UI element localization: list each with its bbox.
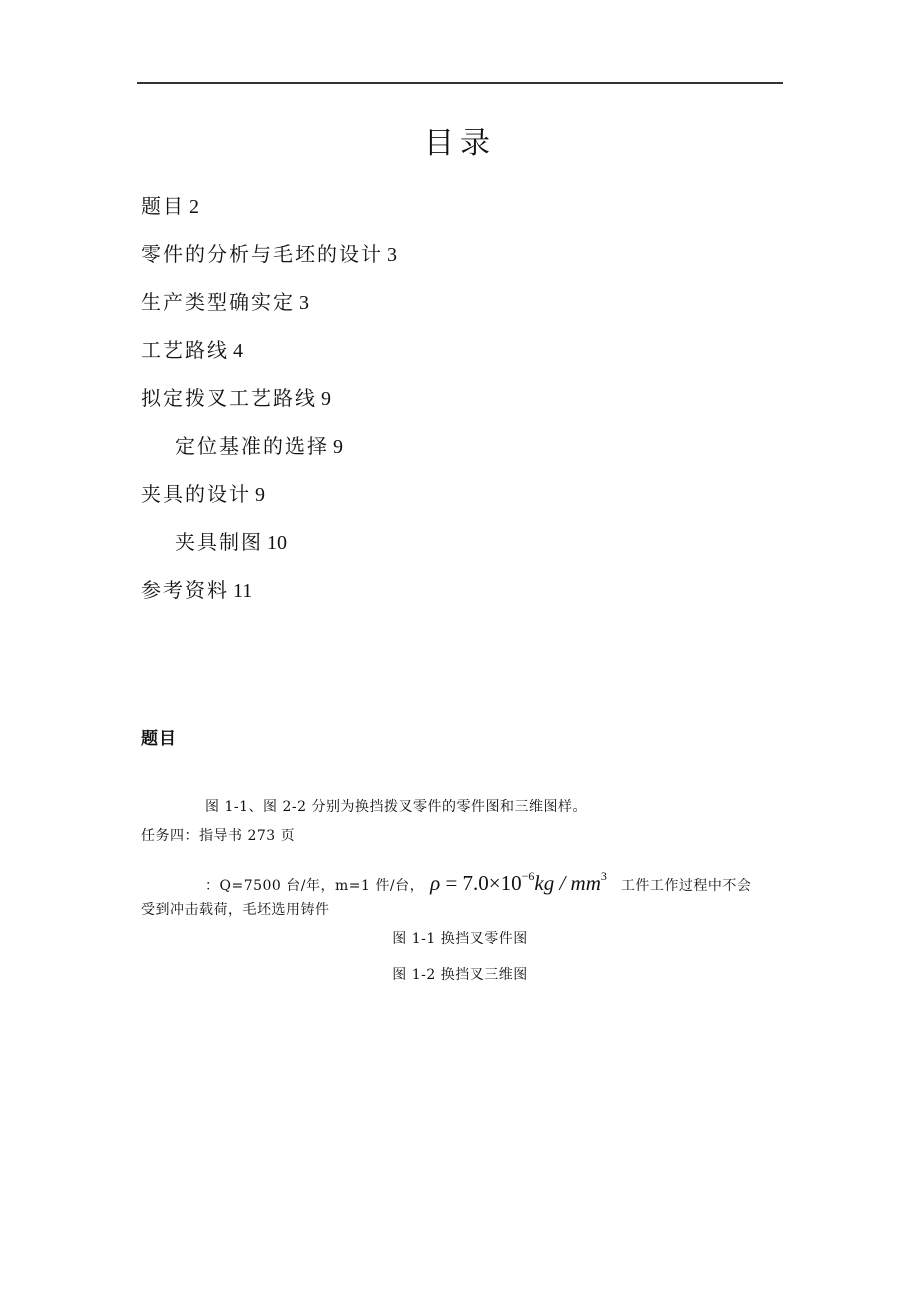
toc-entry-label: 零件的分析与毛坯的设计 xyxy=(141,242,383,266)
toc-entry-page: 9 xyxy=(255,484,265,506)
toc-entry-label: 工艺路线 xyxy=(141,338,229,362)
toc-title: 目录 xyxy=(424,126,496,161)
toc-entry-page: 3 xyxy=(299,292,309,314)
intro-paragraph: 图 1-1、图 2-2 分别为换挡拨叉零件的零件图和三维图样。 xyxy=(205,799,587,815)
toc-entry-label: 拟定拨叉工艺路线 xyxy=(141,386,317,410)
toc-entry-page: 4 xyxy=(233,340,243,362)
toc-entry-label: 夹具制图 xyxy=(175,530,263,554)
toc-entry-page: 11 xyxy=(233,580,253,602)
toc-entry-label: 生产类型确实定 xyxy=(141,290,295,314)
figure-caption-2: 图 1-2 换挡叉三维图 xyxy=(392,967,528,983)
toc-entry-page: 3 xyxy=(387,244,397,266)
toc-entry-production-type[interactable] xyxy=(141,288,309,317)
toc-entry-label: 题目 xyxy=(141,194,185,218)
task-paragraph: 任务四：指导书 273 页 xyxy=(141,828,296,844)
toc-entry-label: 参考资料 xyxy=(141,578,229,602)
spec-paragraph-line2: 受到冲击载荷，毛坯选用铸件 xyxy=(141,902,330,918)
formula-exponent: −6 xyxy=(521,869,535,883)
spec-paragraph xyxy=(205,866,751,896)
toc-entry-references[interactable] xyxy=(141,576,252,605)
density-formula xyxy=(430,871,607,895)
toc-entry-topic[interactable] xyxy=(141,192,199,221)
toc-entry-fixture-design[interactable] xyxy=(141,480,265,509)
rho-symbol: ρ xyxy=(430,871,441,895)
section-heading: 题目 xyxy=(141,729,177,749)
figure-caption-1: 图 1-1 换挡叉零件图 xyxy=(392,931,528,947)
toc-entry-part-analysis[interactable] xyxy=(141,240,397,269)
toc-entry-datum-selection[interactable] xyxy=(175,432,343,461)
toc-entry-label: 定位基准的选择 xyxy=(175,434,329,458)
toc-entry-page: 9 xyxy=(333,436,343,458)
formula-unit-exponent: 3 xyxy=(600,869,607,883)
toc-entry-fork-process-route[interactable] xyxy=(141,384,331,413)
toc-entry-fixture-drawing[interactable] xyxy=(175,528,287,557)
header-rule xyxy=(137,82,783,84)
toc-entry-process-route[interactable] xyxy=(141,336,243,365)
toc-entry-label: 夹具的设计 xyxy=(141,482,251,506)
spec-suffix: 工件工作过程中不会 xyxy=(620,878,752,894)
toc-entry-page: 9 xyxy=(321,388,331,410)
formula-value: = 7.0×10 xyxy=(440,871,522,895)
production-spec: ：Q=7500 台/年，m=1 件/台， xyxy=(205,878,425,894)
toc-entry-page: 2 xyxy=(189,196,199,218)
formula-unit: kg / mm xyxy=(534,871,601,895)
toc-entry-page: 10 xyxy=(267,532,287,554)
